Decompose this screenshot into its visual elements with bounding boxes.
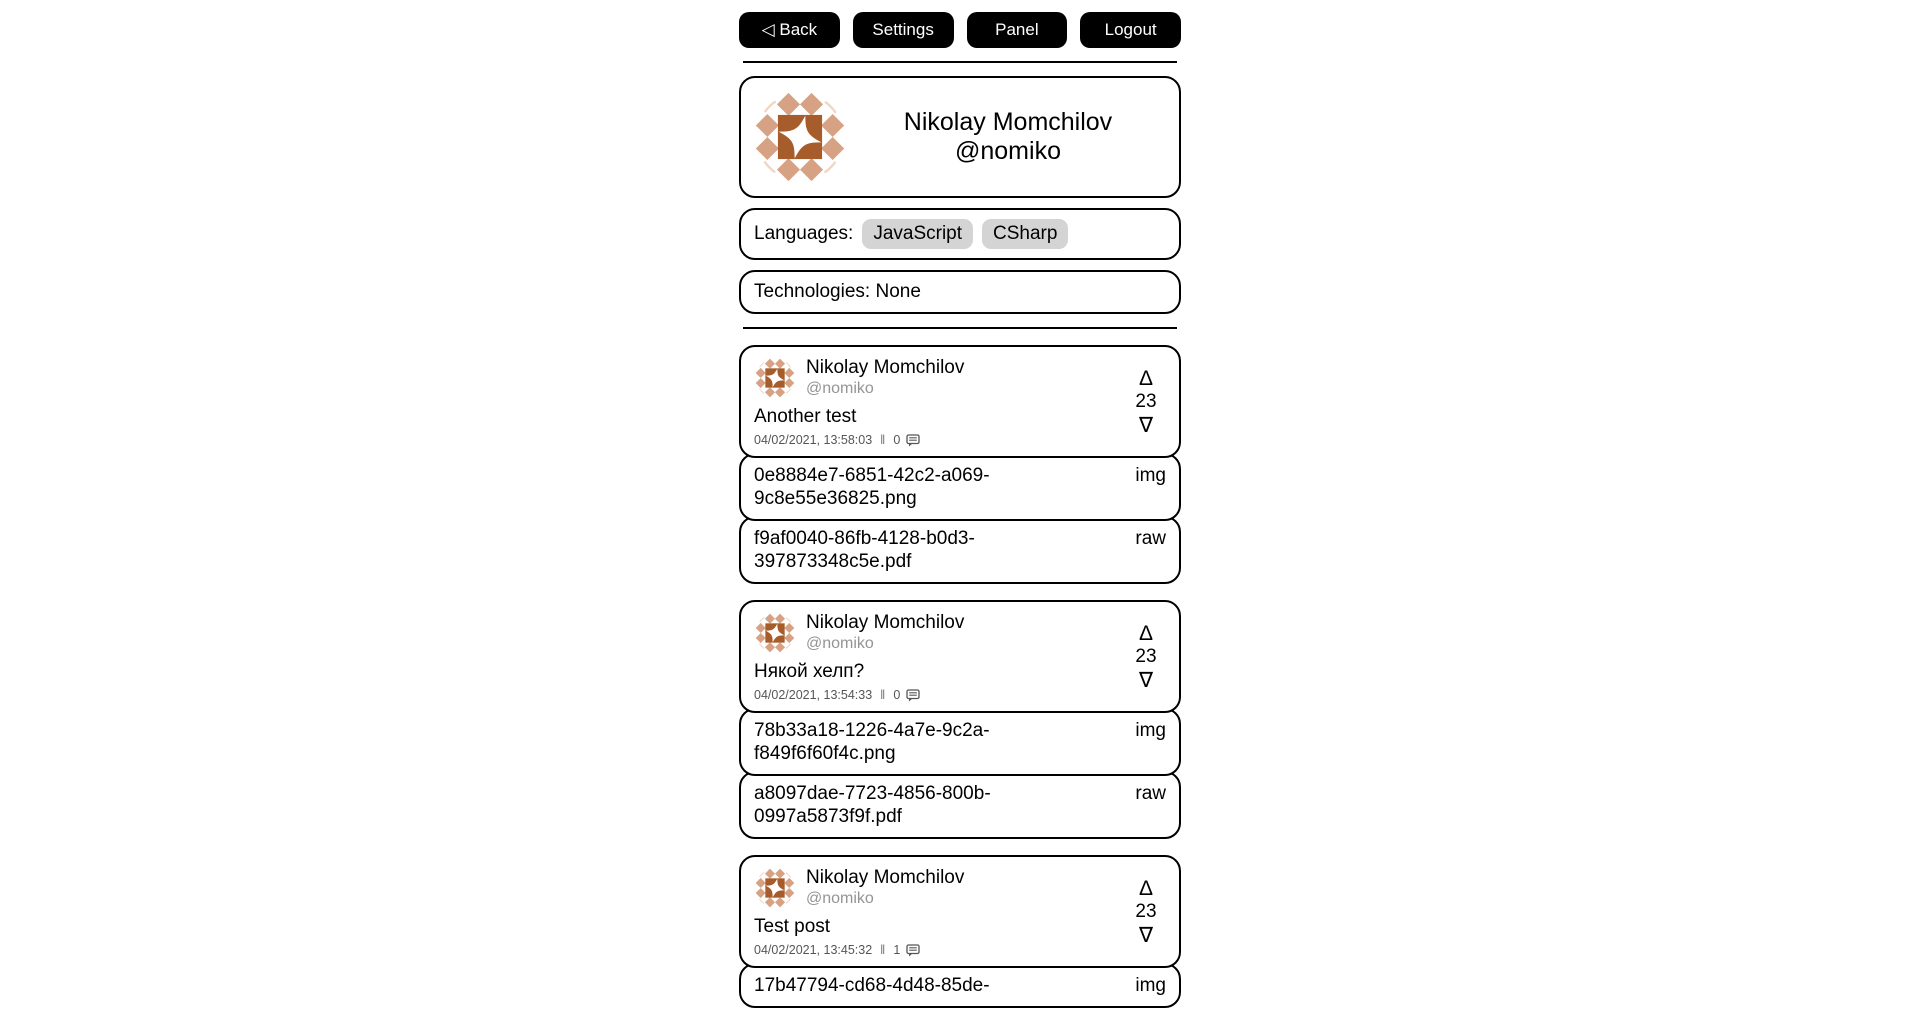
identicon-avatar-graphic [752, 89, 848, 185]
identicon-avatar-graphic [754, 612, 796, 654]
attachment-filename: 0e8884e7-6851-42c2-a069-9c8e55e36825.png [754, 465, 990, 509]
upvote-button[interactable]: Δ [1138, 877, 1154, 900]
post-author-name: Nikolay Momchilov [806, 867, 965, 888]
post-timestamp: 04/02/2021, 13:45:32 [754, 943, 873, 957]
top-nav [739, 12, 1181, 48]
attachment-row[interactable] [739, 708, 1181, 776]
post-author-name: Nikolay Momchilov [806, 612, 965, 633]
attachment-type-label: raw [1135, 528, 1166, 549]
post-title: Test post [754, 916, 831, 937]
profile-handle: @nomiko [955, 137, 1061, 165]
profile-page [739, 12, 1181, 1008]
post-title: Някой хелп? [754, 661, 865, 682]
comment-count: 1 [893, 943, 901, 957]
post-group [739, 600, 1181, 839]
meta-separator: ‖ [880, 943, 886, 957]
comment-count: 0 [893, 433, 901, 447]
profile-name-block [848, 108, 1168, 167]
divider [743, 61, 1177, 63]
comment-count: 0 [893, 688, 901, 702]
post-author-handle: @nomiko [806, 635, 874, 652]
upvote-button[interactable]: Δ [1138, 622, 1154, 645]
back-arrow-icon: ◁ [761, 20, 775, 39]
technologies-label: Technologies: None [754, 281, 921, 302]
back-button[interactable]: ◁ Back [739, 12, 840, 48]
identicon-avatar-graphic [754, 867, 796, 909]
language-tag-javascript: JavaScript [862, 219, 973, 249]
post-card[interactable] [739, 345, 1181, 458]
post-meta [754, 943, 1126, 957]
profile-name: Nikolay Momchilov [903, 107, 1113, 136]
identicon-avatar-graphic [754, 357, 796, 399]
post-timestamp: 04/02/2021, 13:54:33 [754, 688, 873, 702]
attachment-type-label: img [1135, 720, 1166, 741]
downvote-button[interactable]: ∇ [1138, 669, 1154, 692]
post-author-handle: @nomiko [806, 890, 874, 907]
post-card[interactable] [739, 855, 1181, 968]
vote-count: 23 [1135, 646, 1157, 667]
attachment-row[interactable] [739, 963, 1181, 1008]
attachment-type-label: raw [1135, 783, 1166, 804]
comment-bubble-icon [906, 944, 920, 957]
post-group [739, 345, 1181, 584]
attachment-filename: 78b33a18-1226-4a7e-9c2a-f849f6f60f4c.png [754, 720, 990, 764]
comment-bubble-icon [906, 689, 920, 702]
languages-label: Languages: [754, 223, 854, 244]
post-timestamp: 04/02/2021, 13:58:03 [754, 433, 873, 447]
technologies-card [739, 270, 1181, 314]
post-author-handle: @nomiko [806, 380, 874, 397]
post-meta [754, 433, 1126, 447]
post-main [754, 867, 1126, 957]
languages-card [739, 208, 1181, 260]
profile-card [739, 76, 1181, 198]
meta-separator: ‖ [880, 433, 886, 447]
post-author-avatar [754, 357, 796, 399]
downvote-button[interactable]: ∇ [1138, 414, 1154, 437]
meta-separator: ‖ [880, 688, 886, 702]
divider [743, 327, 1177, 329]
post-main [754, 612, 1126, 702]
post-card[interactable] [739, 600, 1181, 713]
logout-button[interactable]: Logout [1080, 12, 1181, 48]
vote-count: 23 [1135, 901, 1157, 922]
vote-column [1126, 612, 1166, 702]
attachment-type-label: img [1135, 465, 1166, 486]
language-tag-csharp: CSharp [982, 219, 1068, 249]
post-title: Another test [754, 406, 857, 427]
post-header [754, 357, 1126, 399]
vote-column [1126, 867, 1166, 957]
attachment-type-label: img [1135, 975, 1166, 996]
attachment-row[interactable] [739, 771, 1181, 839]
panel-button[interactable]: Panel [967, 12, 1068, 48]
attachment-row[interactable] [739, 516, 1181, 584]
post-header [754, 867, 1126, 909]
profile-avatar [752, 89, 848, 185]
attachment-filename: a8097dae-7723-4856-800b-0997a5873f9f.pdf [754, 783, 991, 827]
post-main [754, 357, 1126, 447]
post-author-name: Nikolay Momchilov [806, 357, 965, 378]
settings-button[interactable]: Settings [853, 12, 954, 48]
vote-count: 23 [1135, 391, 1157, 412]
attachment-filename: 17b47794-cd68-4d48-85de- [754, 975, 990, 996]
vote-column [1126, 357, 1166, 447]
post-group [739, 855, 1181, 1008]
attachment-row[interactable] [739, 453, 1181, 521]
upvote-button[interactable]: Δ [1138, 367, 1154, 390]
post-author-avatar [754, 612, 796, 654]
comment-bubble-icon [906, 434, 920, 447]
downvote-button[interactable]: ∇ [1138, 924, 1154, 947]
post-meta [754, 688, 1126, 702]
attachment-filename: f9af0040-86fb-4128-b0d3-397873348c5e.pdf [754, 528, 975, 572]
post-header [754, 612, 1126, 654]
post-author-avatar [754, 867, 796, 909]
